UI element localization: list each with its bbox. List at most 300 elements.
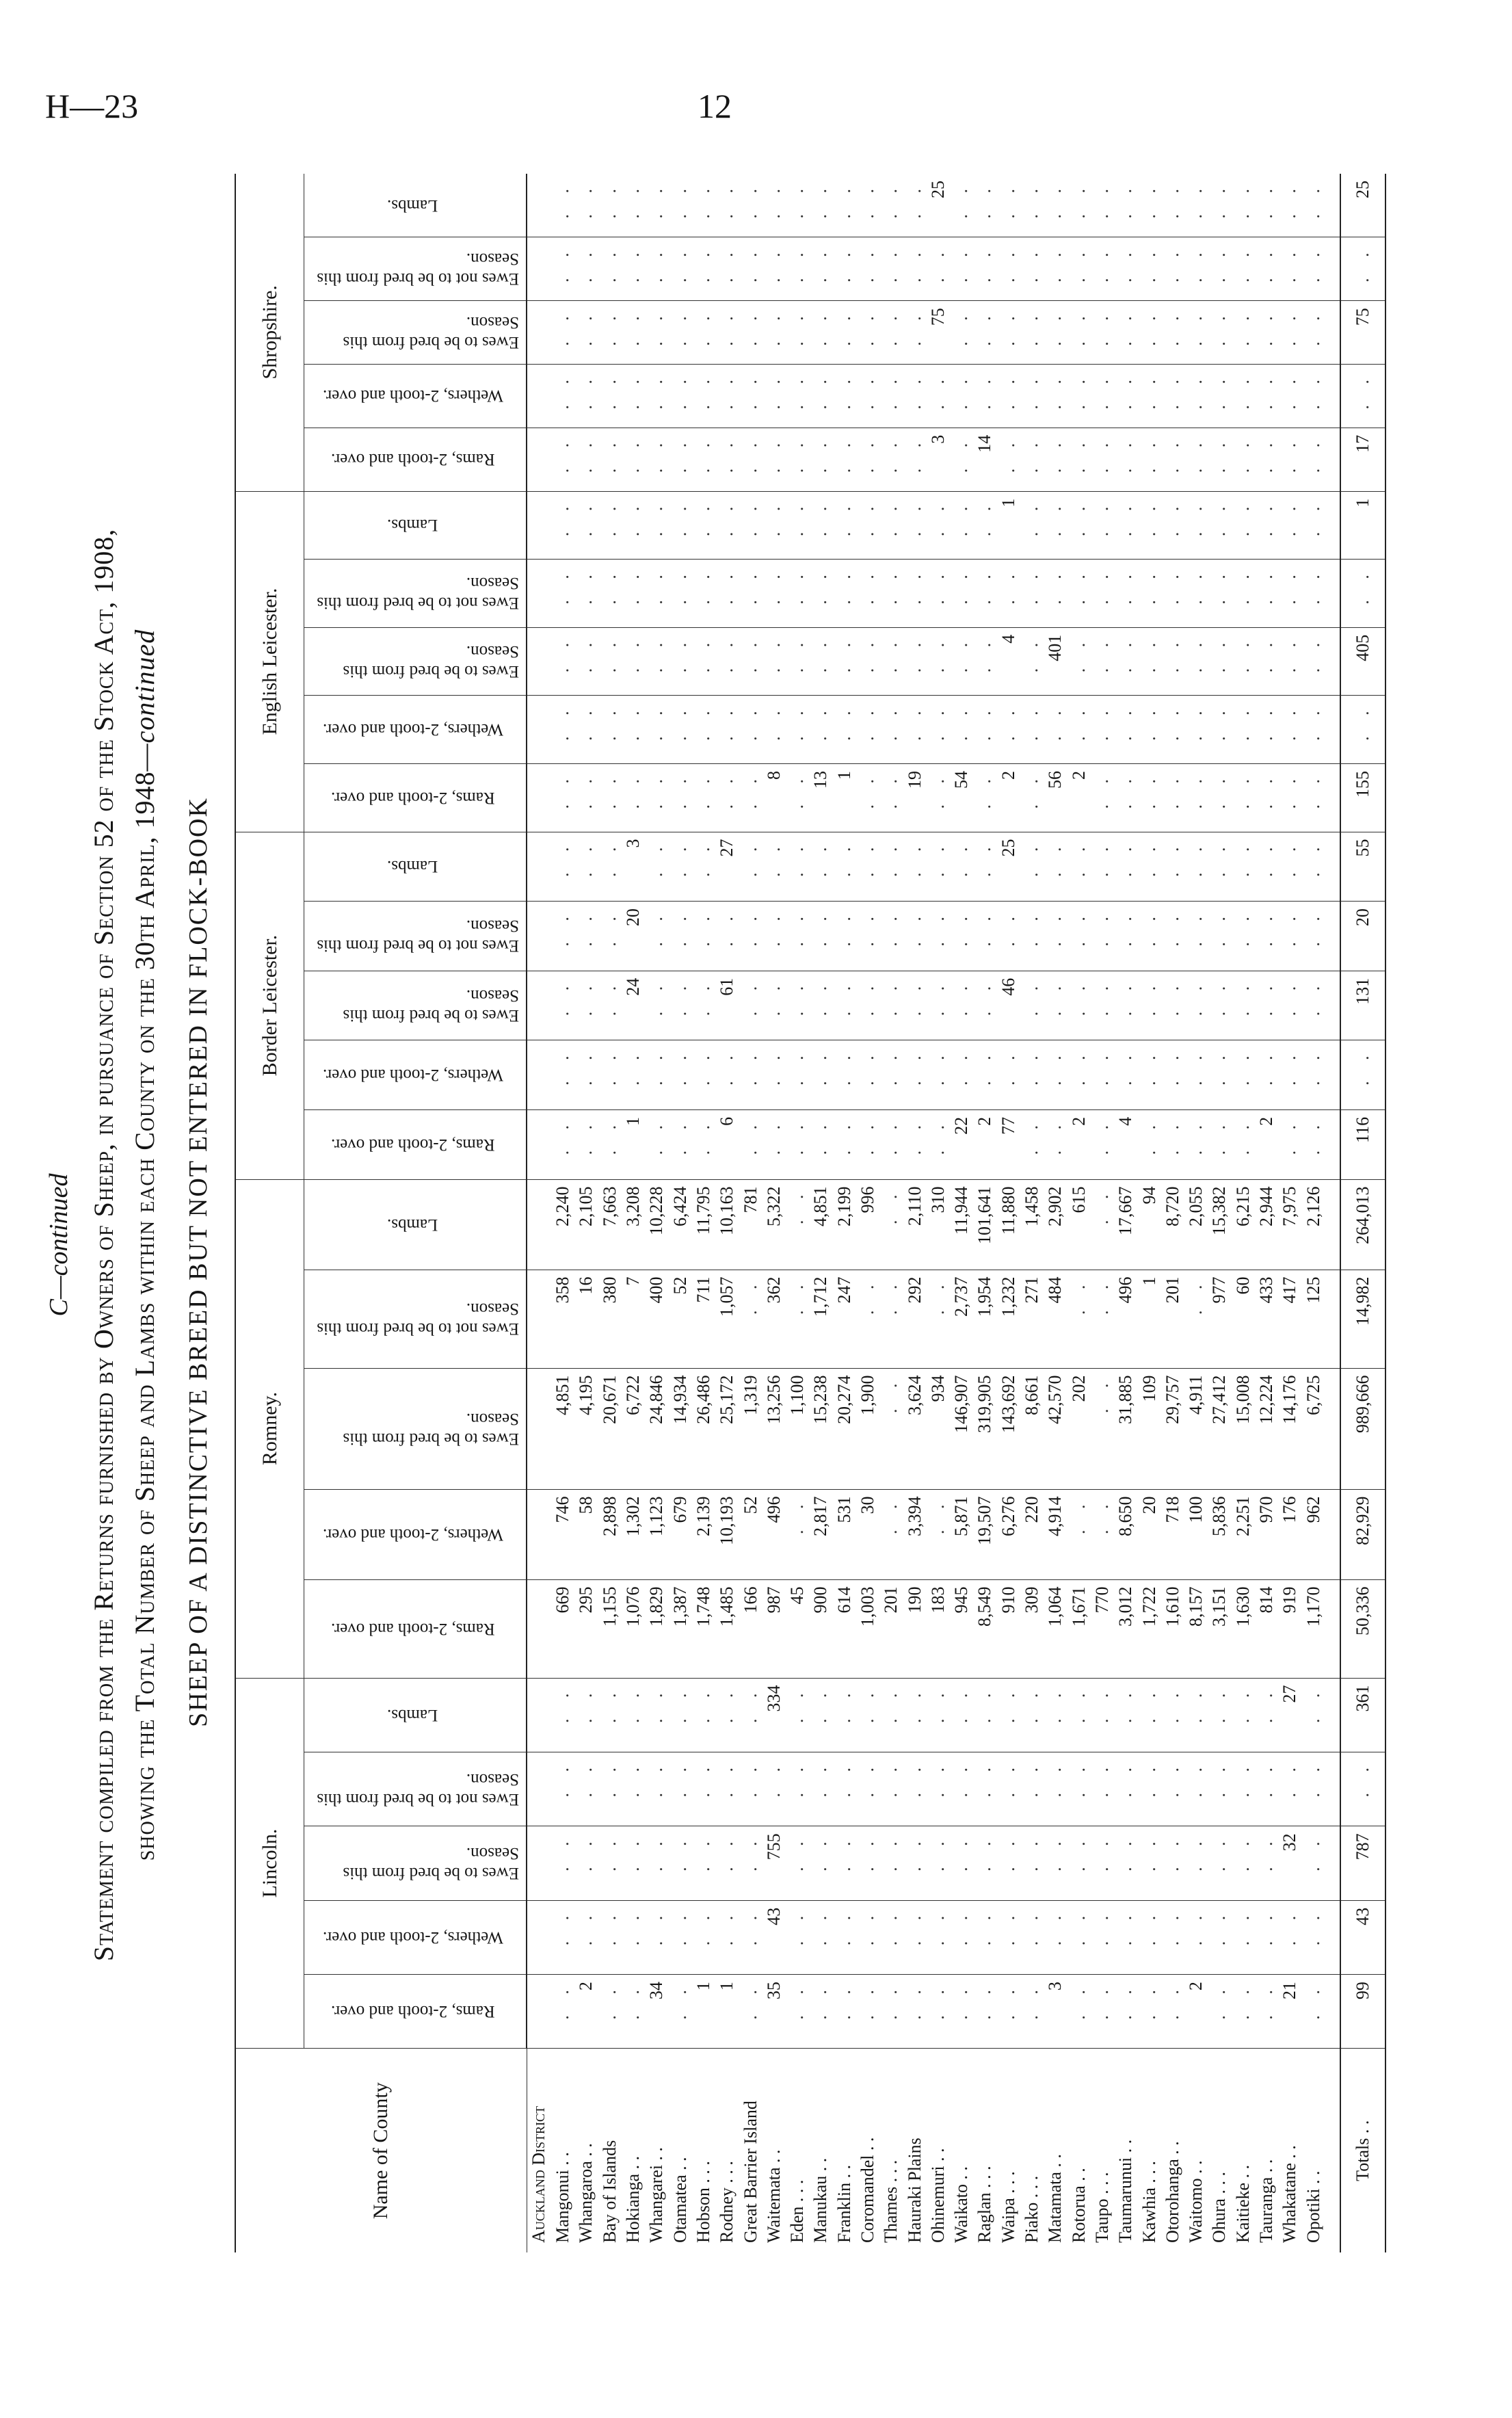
blank-cell — [527, 1900, 551, 1974]
empty-cell: . . — [1161, 832, 1184, 902]
empty-cell: . . — [1340, 1752, 1385, 1826]
empty-cell: . . — [1067, 237, 1091, 301]
value-cell: 900 — [809, 1579, 832, 1678]
empty-cell: . . — [1278, 1900, 1301, 1974]
empty-cell: . . — [622, 301, 645, 365]
empty-cell: . . — [1091, 301, 1114, 365]
subcolumn-label: Lambs. — [387, 857, 438, 876]
empty-cell: . . — [1091, 763, 1114, 832]
empty-cell: . . — [668, 1109, 691, 1179]
empty-cell: . . — [809, 1975, 832, 2049]
empty-cell: . . — [598, 364, 622, 428]
value-cell: 4,195 — [574, 1368, 598, 1489]
subcolumn-header — [304, 832, 527, 902]
value-cell: 1,302 — [622, 1489, 645, 1579]
blank-cell — [1325, 627, 1340, 696]
value-cell: 29,757 — [1161, 1368, 1184, 1489]
subcolumn-label: Lambs. — [387, 516, 438, 535]
empty-cell: . . — [645, 428, 668, 491]
value-cell: 2 — [973, 1109, 996, 1179]
empty-cell: . . — [1184, 428, 1208, 491]
empty-cell: . . — [1278, 696, 1301, 764]
empty-cell: . . — [715, 1900, 739, 1974]
empty-cell: . . — [1114, 237, 1137, 301]
empty-cell: . . — [1255, 1975, 1278, 2049]
empty-cell: . . — [739, 696, 762, 764]
subcolumn-header — [304, 696, 527, 764]
empty-cell: . . — [598, 1109, 622, 1179]
empty-cell: . . — [598, 832, 622, 902]
empty-cell: . . — [1161, 428, 1184, 491]
empty-cell: . . — [903, 1040, 926, 1110]
empty-cell: . . — [1232, 560, 1255, 628]
empty-cell: . . — [598, 428, 622, 491]
empty-cell: . . — [903, 1826, 926, 1900]
table-row — [622, 174, 645, 2252]
empty-cell: . . — [1114, 491, 1137, 560]
empty-cell: . . — [1091, 428, 1114, 491]
empty-cell: . . — [1255, 491, 1278, 560]
empty-cell: . . — [856, 428, 879, 491]
empty-cell: . . — [668, 832, 691, 902]
empty-cell: . . — [1020, 560, 1044, 628]
empty-cell: . . — [1184, 560, 1208, 628]
empty-cell: . . — [973, 902, 996, 971]
empty-cell: . . — [668, 174, 691, 237]
empty-cell: . . — [856, 1826, 879, 1900]
value-cell: 319,905 — [973, 1368, 996, 1489]
empty-cell: . . — [598, 1752, 622, 1826]
empty-cell: . . — [1340, 1040, 1385, 1110]
empty-cell: . . — [1232, 1826, 1255, 1900]
value-cell: 3 — [927, 428, 950, 491]
section-label: C—continued — [44, 1173, 73, 1317]
empty-cell: . . — [1020, 832, 1044, 902]
empty-cell: . . — [1091, 364, 1114, 428]
empty-cell: . . — [1232, 1109, 1255, 1179]
empty-cell: . . — [668, 627, 691, 696]
empty-cell: . . — [1067, 1489, 1091, 1579]
county-name: Whangaroa . . — [576, 2143, 596, 2243]
empty-cell: . . — [762, 1752, 786, 1826]
empty-cell: . . — [1091, 1179, 1114, 1270]
title-line-1: Statement compiled from the Returns furnished by Owners of Sheep, in pursuance of Section 52 of the Stock Act, 1908, — [88, 528, 119, 1962]
empty-cell: . . — [856, 491, 879, 560]
empty-cell: . . — [809, 696, 832, 764]
empty-cell: . . — [1340, 696, 1385, 764]
empty-cell: . . — [809, 174, 832, 237]
value-cell: 310 — [927, 1179, 950, 1270]
value-cell: 970 — [1255, 1489, 1278, 1579]
value-cell: 5,871 — [950, 1489, 973, 1579]
empty-cell: . . — [692, 174, 715, 237]
value-cell: 400 — [645, 1270, 668, 1368]
value-cell: 15,238 — [809, 1368, 832, 1489]
subcolumn-label: Rams, 2-tooth and over. — [330, 788, 495, 807]
empty-cell: . . — [668, 971, 691, 1040]
empty-cell: . . — [739, 1975, 762, 2049]
empty-cell: . . — [739, 364, 762, 428]
empty-cell: . . — [973, 1900, 996, 1974]
subcolumn-header — [304, 301, 527, 365]
empty-cell: . . — [715, 1678, 739, 1752]
table-row — [1091, 174, 1114, 2252]
empty-cell: . . — [668, 696, 691, 764]
empty-cell: . . — [1184, 1678, 1208, 1752]
empty-cell: . . — [833, 902, 856, 971]
value-cell: 7,975 — [1278, 1179, 1301, 1270]
empty-cell: . . — [551, 627, 574, 696]
empty-cell: . . — [1302, 1678, 1325, 1752]
empty-cell: . . — [715, 491, 739, 560]
empty-cell: . . — [1255, 763, 1278, 832]
empty-cell: . . — [1232, 696, 1255, 764]
empty-cell: . . — [1137, 491, 1160, 560]
empty-cell: . . — [879, 364, 903, 428]
value-cell: 531 — [833, 1489, 856, 1579]
empty-cell: . . — [1067, 1752, 1091, 1826]
table-row — [692, 174, 715, 2252]
value-cell: 24,846 — [645, 1368, 668, 1489]
empty-cell: . . — [786, 1270, 809, 1368]
empty-cell: . . — [903, 1975, 926, 2049]
empty-cell: . . — [879, 832, 903, 902]
value-cell: 45 — [786, 1579, 809, 1678]
empty-cell: . . — [903, 696, 926, 764]
value-cell: 143,692 — [997, 1368, 1020, 1489]
table-row — [551, 174, 574, 2252]
empty-cell: . . — [1020, 364, 1044, 428]
empty-cell: . . — [1044, 1678, 1067, 1752]
empty-cell: . . — [598, 971, 622, 1040]
empty-cell: . . — [903, 902, 926, 971]
empty-cell: . . — [1161, 1900, 1184, 1974]
empty-cell: . . — [1208, 902, 1231, 971]
value-cell: 11,880 — [997, 1179, 1020, 1270]
empty-cell: . . — [1044, 1109, 1067, 1179]
empty-cell: . . — [950, 1826, 973, 1900]
table-row — [574, 174, 598, 2252]
county-name: Mangonui . . — [553, 2152, 573, 2243]
empty-cell: . . — [927, 832, 950, 902]
empty-cell: . . — [786, 1975, 809, 2049]
table-row — [927, 174, 950, 2252]
empty-cell: . . — [574, 971, 598, 1040]
empty-cell: . . — [809, 237, 832, 301]
empty-cell: . . — [809, 428, 832, 491]
value-cell: 146,907 — [950, 1368, 973, 1489]
value-cell: 8,549 — [973, 1579, 996, 1678]
value-cell: 4 — [1114, 1109, 1137, 1179]
empty-cell: . . — [879, 627, 903, 696]
empty-cell: . . — [1044, 696, 1067, 764]
empty-cell: . . — [551, 832, 574, 902]
blank-cell — [1325, 1579, 1340, 1678]
value-cell: 20,274 — [833, 1368, 856, 1489]
empty-cell: . . — [1208, 491, 1231, 560]
empty-cell: . . — [950, 1678, 973, 1752]
subcolumn-label: Ewes not to be bred from this Season. — [316, 917, 519, 956]
empty-cell: . . — [856, 902, 879, 971]
empty-cell: . . — [903, 491, 926, 560]
empty-cell: . . — [645, 1040, 668, 1110]
empty-cell: . . — [715, 902, 739, 971]
empty-cell: . . — [1137, 1975, 1160, 2049]
empty-cell: . . — [574, 763, 598, 832]
empty-cell: . . — [1232, 832, 1255, 902]
empty-cell: . . — [950, 1040, 973, 1110]
empty-cell: . . — [1020, 237, 1044, 301]
value-cell: 3,624 — [903, 1368, 926, 1489]
empty-cell: . . — [1161, 560, 1184, 628]
page-number: 12 — [698, 87, 732, 125]
empty-cell: . . — [1232, 1752, 1255, 1826]
empty-cell: . . — [1161, 902, 1184, 971]
value-cell: 5,322 — [762, 1179, 786, 1270]
empty-cell: . . — [786, 832, 809, 902]
value-cell: 75 — [927, 301, 950, 365]
empty-cell: . . — [1184, 237, 1208, 301]
empty-cell: . . — [762, 174, 786, 237]
value-cell: 7,663 — [598, 1179, 622, 1270]
empty-cell: . . — [997, 1040, 1020, 1110]
value-cell: 25 — [997, 832, 1020, 902]
value-cell: 43 — [1340, 1900, 1385, 1974]
empty-cell: . . — [1044, 560, 1067, 628]
value-cell: 17 — [1340, 428, 1385, 491]
blank-cell — [1325, 1270, 1340, 1368]
breed-header: Romney. — [235, 1179, 304, 1678]
empty-cell: . . — [1302, 560, 1325, 628]
empty-cell: . . — [786, 1900, 809, 1974]
subcolumn-label: Ewes not to be bred from this Season. — [316, 1300, 519, 1339]
value-cell: 11,944 — [950, 1179, 973, 1270]
empty-cell: . . — [1278, 1040, 1301, 1110]
empty-cell: . . — [1137, 301, 1160, 365]
empty-cell: . . — [973, 237, 996, 301]
empty-cell: . . — [997, 428, 1020, 491]
empty-cell: . . — [762, 696, 786, 764]
empty-cell: . . — [1208, 237, 1231, 301]
empty-cell: . . — [1302, 627, 1325, 696]
table-row — [833, 174, 856, 2252]
subcolumn-label: Ewes to be bred from this Season. — [342, 642, 519, 681]
empty-cell: . . — [786, 174, 809, 237]
value-cell: 2 — [997, 763, 1020, 832]
empty-cell: . . — [739, 237, 762, 301]
empty-cell: . . — [1114, 1752, 1137, 1826]
empty-cell: . . — [622, 174, 645, 237]
value-cell: 46 — [997, 971, 1020, 1040]
empty-cell: . . — [1044, 174, 1067, 237]
value-cell: 615 — [1067, 1179, 1091, 1270]
value-cell: 8,720 — [1161, 1179, 1184, 1270]
empty-cell: . . — [809, 627, 832, 696]
empty-cell: . . — [574, 696, 598, 764]
empty-cell: . . — [1302, 1109, 1325, 1179]
empty-cell: . . — [598, 491, 622, 560]
value-cell: 755 — [762, 1826, 786, 1900]
table-subtitle: SHEEP OF A DISTINCTIVE BREED BUT NOT ENTERED IN FLOCK-BOOK — [184, 797, 213, 1727]
empty-cell: . . — [762, 902, 786, 971]
empty-cell: . . — [1114, 428, 1137, 491]
empty-cell: . . — [551, 237, 574, 301]
value-cell: 4,851 — [809, 1179, 832, 1270]
empty-cell: . . — [1184, 1109, 1208, 1179]
empty-cell: . . — [809, 1900, 832, 1974]
county-name: Otorohanga . . — [1162, 2141, 1182, 2243]
value-cell: 2,126 — [1302, 1179, 1325, 1270]
blank-cell — [527, 1179, 551, 1270]
empty-cell: . . — [879, 1368, 903, 1489]
empty-cell: . . — [903, 1109, 926, 1179]
value-cell: 484 — [1044, 1270, 1067, 1368]
county-name: Bay of Islands — [599, 2140, 620, 2243]
value-cell: 220 — [1020, 1489, 1044, 1579]
value-cell: 25 — [927, 174, 950, 237]
empty-cell: . . — [809, 902, 832, 971]
empty-cell: . . — [715, 1826, 739, 1900]
empty-cell: . . — [997, 902, 1020, 971]
empty-cell: . . — [715, 301, 739, 365]
empty-cell: . . — [903, 832, 926, 902]
empty-cell: . . — [1091, 1368, 1114, 1489]
value-cell: 24 — [622, 971, 645, 1040]
empty-cell: . . — [645, 1109, 668, 1179]
blank-cell — [527, 364, 551, 428]
value-cell: 14,982 — [1340, 1270, 1385, 1368]
empty-cell: . . — [879, 1489, 903, 1579]
value-cell: 20 — [1340, 902, 1385, 971]
county-name: Rotorua . . — [1068, 2168, 1089, 2243]
empty-cell: . . — [668, 1040, 691, 1110]
empty-cell: . . — [551, 1826, 574, 1900]
empty-cell: . . — [598, 902, 622, 971]
empty-cell: . . — [551, 364, 574, 428]
empty-cell: . . — [1278, 627, 1301, 696]
empty-cell: . . — [1184, 627, 1208, 696]
empty-cell: . . — [598, 1826, 622, 1900]
empty-cell: . . — [927, 560, 950, 628]
empty-cell: . . — [1278, 971, 1301, 1040]
empty-cell: . . — [1020, 491, 1044, 560]
value-cell: 2,055 — [1184, 1179, 1208, 1270]
empty-cell: . . — [903, 237, 926, 301]
empty-cell: . . — [879, 1975, 903, 2049]
empty-cell: . . — [1208, 364, 1231, 428]
empty-cell: . . — [856, 763, 879, 832]
subcolumn-header — [304, 971, 527, 1040]
value-cell: 1 — [1137, 1270, 1160, 1368]
empty-cell: . . — [809, 1678, 832, 1752]
empty-cell: . . — [950, 237, 973, 301]
table-row — [1044, 174, 1067, 2252]
value-cell: 52 — [739, 1489, 762, 1579]
empty-cell: . . — [1020, 1109, 1044, 1179]
empty-cell: . . — [645, 174, 668, 237]
value-cell: 201 — [879, 1579, 903, 1678]
empty-cell: . . — [1067, 1678, 1091, 1752]
empty-cell: . . — [1114, 763, 1137, 832]
empty-cell: . . — [1067, 301, 1091, 365]
value-cell: 20 — [1137, 1489, 1160, 1579]
empty-cell: . . — [1044, 301, 1067, 365]
empty-cell: . . — [715, 763, 739, 832]
value-cell: 2,817 — [809, 1489, 832, 1579]
empty-cell: . . — [997, 1900, 1020, 1974]
blank-cell — [1325, 832, 1340, 902]
value-cell: 814 — [1255, 1579, 1278, 1678]
empty-cell: . . — [833, 1678, 856, 1752]
empty-cell: . . — [1044, 1826, 1067, 1900]
empty-cell: . . — [551, 1975, 574, 2049]
value-cell: 3 — [1044, 1975, 1067, 2049]
empty-cell: . . — [1184, 971, 1208, 1040]
empty-cell: . . — [786, 491, 809, 560]
empty-cell: . . — [1208, 696, 1231, 764]
empty-cell: . . — [879, 1040, 903, 1110]
empty-cell: . . — [1184, 763, 1208, 832]
value-cell: 2 — [1184, 1975, 1208, 2049]
value-cell: 25,172 — [715, 1368, 739, 1489]
empty-cell: . . — [879, 560, 903, 628]
empty-cell: . . — [833, 1040, 856, 1110]
county-name: Great Barrier Island — [740, 2101, 760, 2243]
value-cell: 4,851 — [551, 1368, 574, 1489]
empty-cell: . . — [1114, 696, 1137, 764]
table-row — [856, 174, 879, 2252]
value-cell: 15,008 — [1232, 1368, 1255, 1489]
empty-cell: . . — [551, 971, 574, 1040]
empty-cell: . . — [1137, 1678, 1160, 1752]
empty-cell: . . — [1044, 902, 1067, 971]
value-cell: 52 — [668, 1270, 691, 1368]
empty-cell: . . — [551, 491, 574, 560]
blank-cell — [527, 301, 551, 365]
table-row — [1232, 174, 1255, 2252]
value-cell: 1,671 — [1067, 1579, 1091, 1678]
empty-cell: . . — [551, 1678, 574, 1752]
empty-cell: . . — [762, 1040, 786, 1110]
value-cell: 2 — [574, 1975, 598, 2049]
empty-cell: . . — [1020, 971, 1044, 1040]
empty-cell: . . — [668, 491, 691, 560]
empty-cell: . . — [833, 301, 856, 365]
empty-cell: . . — [551, 696, 574, 764]
blank-cell — [527, 1040, 551, 1110]
value-cell: 2,737 — [950, 1270, 973, 1368]
county-name: Piako . . . — [1022, 2175, 1042, 2243]
empty-cell: . . — [1067, 971, 1091, 1040]
value-cell: 27 — [1278, 1678, 1301, 1752]
empty-cell: . . — [973, 627, 996, 696]
empty-cell: . . — [809, 364, 832, 428]
empty-cell: . . — [1020, 1678, 1044, 1752]
empty-cell: . . — [1302, 364, 1325, 428]
empty-cell: . . — [622, 627, 645, 696]
subcolumn-header — [304, 560, 527, 628]
empty-cell: . . — [1137, 971, 1160, 1040]
empty-cell: . . — [715, 237, 739, 301]
value-cell: 99 — [1340, 1975, 1385, 2049]
empty-cell: . . — [622, 763, 645, 832]
empty-cell: . . — [1067, 832, 1091, 902]
empty-cell: . . — [622, 364, 645, 428]
empty-cell: . . — [1255, 1900, 1278, 1974]
empty-cell: . . — [786, 428, 809, 491]
empty-cell: . . — [1302, 1826, 1325, 1900]
value-cell: 202 — [1067, 1368, 1091, 1489]
